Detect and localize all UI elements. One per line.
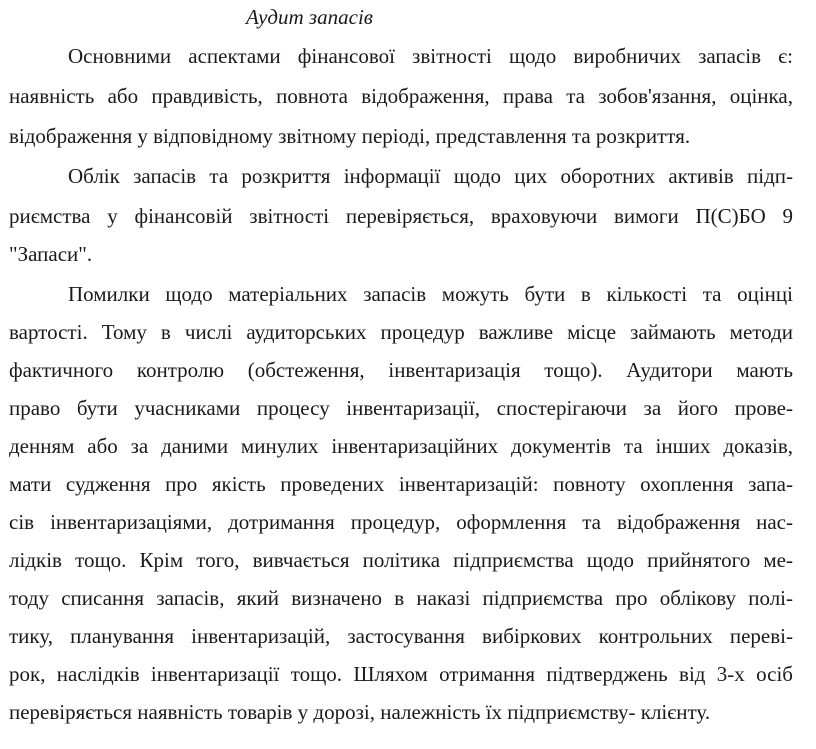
document-title: Аудит запасів: [246, 5, 373, 29]
text-line: тоду списання запасів, який визначено в наказі підприємства про облікову полі-: [9, 586, 793, 610]
text-line: рок, наслідків інвентаризації тощо. Шляхом отримання підтверджень від 3-х осіб: [9, 662, 793, 686]
text-line: мати судження про якість проведених інвентаризацій: повноту охоплення запа-: [9, 472, 793, 496]
text-line: перевіряється наявність товарів у дорозі, належність їх підприємству- клієнту.: [9, 700, 711, 724]
text-line: денням або за даними минулих інвентаризаційних документів та інших доказів,: [9, 434, 793, 458]
text-line: вартості. Тому в числі аудиторських процедур важливе місце займають методи: [9, 320, 793, 344]
text-line: Основними аспектами фінансової звітності щодо виробничих запасів є:: [68, 44, 793, 68]
text-line: наявність або правдивість, повнота відображення, права та зобов'язання, оцінка,: [9, 84, 793, 108]
text-line: тику, планування інвентаризацій, застосування вибіркових контрольних переві-: [9, 624, 793, 648]
text-line: риємства у фінансовій звітності перевіряється, враховуючи вимоги П(С)БО 9: [9, 204, 793, 228]
text-line: відображення у відповідному звітному періоді, представлення та розкриття.: [9, 124, 691, 148]
text-line: право бути учасниками процесу інвентаризації, спостерігаючи за його прове-: [9, 396, 793, 420]
text-line: Облік запасів та розкриття інформації щодо цих оборотних активів підп-: [68, 164, 793, 188]
text-line: Помилки щодо матеріальних запасів можуть бути в кількості та оцінці: [68, 282, 793, 306]
text-line: лідків тощо. Крім того, вивчається політика підприємства щодо прийнятого ме-: [9, 548, 793, 572]
text-line: сів інвентаризаціями, дотримання процедур, оформлення та відображення нас-: [9, 510, 793, 534]
text-line: "Запаси".: [9, 242, 93, 266]
text-line: фактичного контролю (обстеження, інвентаризація тощо). Аудитори мають: [9, 358, 793, 382]
